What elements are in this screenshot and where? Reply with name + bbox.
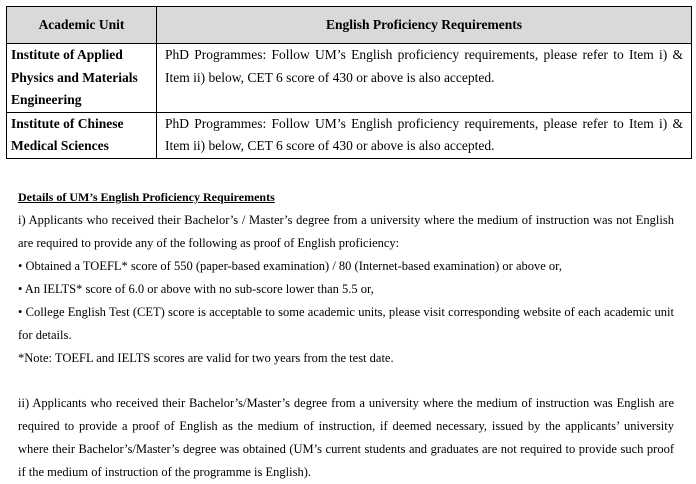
item2-text: ii) Applicants who received their Bachelor’s/Master’s degree from a university where the medium of instruction was English are required to provide a proof of English as the medium of instruction, if deemed necessary, issued by the applicants’ university where their Bachelor’s/Master’s degree was obtained (UM’s current students and graduates are not required to provide such proof if the medium of instruction of the programme is English). [18,396,674,479]
bullet-item: • Obtained a TOEFL* score of 550 (paper-based examination) / 80 (Internet-based examination) or above or, [18,259,562,273]
item1-intro: i) Applicants who received their Bachelor’s / Master’s degree from a university where the medium of instruction was not English are required to provide any of the following as proof of English proficiency: [18,213,674,250]
spacer [18,370,674,392]
academic-unit-cell: Institute of Chinese Medical Sciences [7,112,157,158]
note-text: *Note: TOEFL and IELTS scores are valid for two years from the test date. [18,351,394,365]
table-row [7,112,692,158]
requirement-cell: PhD Programmes: Follow UM’s English proficiency requirements, please refer to Item i) & Item ii) below, CET 6 score of 430 or above is also accepted. [157,112,692,158]
details-section [18,186,674,484]
requirements-table [6,6,692,159]
requirement-cell: PhD Programmes: Follow UM’s English proficiency requirements, please refer to Item i) & Item ii) below, CET 6 score of 430 or above is also accepted. [157,44,692,113]
table-header-row [7,7,692,44]
header-academic-unit: Academic Unit [7,7,157,44]
details-heading: Details of UM’s English Proficiency Requirements [18,190,275,204]
bullet-item: • College English Test (CET) score is acceptable to some academic units, please visit corresponding website of each academic unit for details. [18,305,674,342]
table-row [7,44,692,113]
academic-unit-cell: Institute of Applied Physics and Materials Engineering [7,44,157,113]
header-english-requirements: English Proficiency Requirements [157,7,692,44]
bullet-item: • An IELTS* score of 6.0 or above with no sub-score lower than 5.5 or, [18,282,374,296]
